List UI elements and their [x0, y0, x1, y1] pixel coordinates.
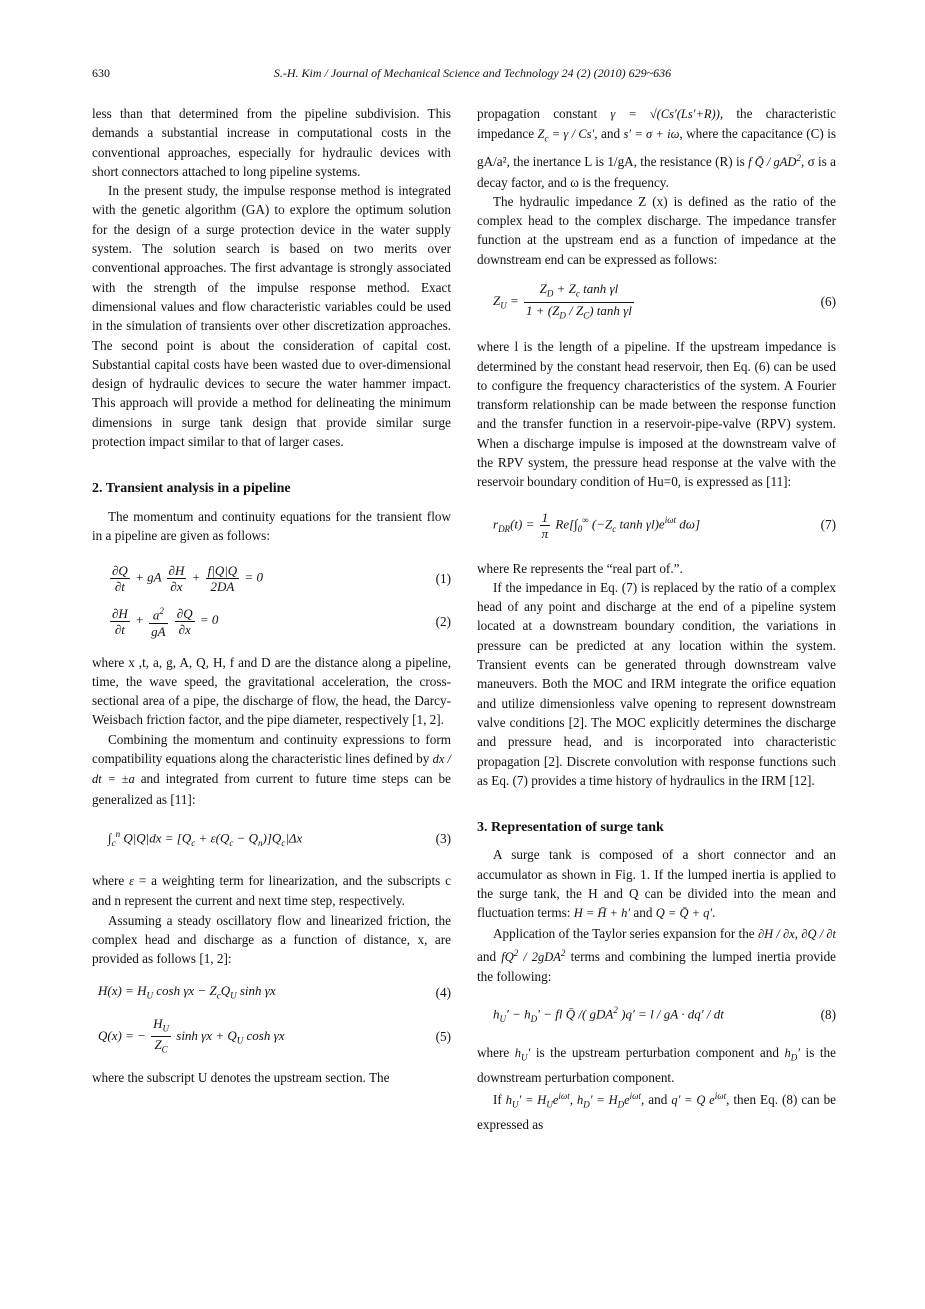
paragraph: where $h_U'$ is the upstream perturbation component and $h_D'$ is the downstream perturbation component. [477, 1044, 837, 1085]
equation-6: $Z_U$ = $\frac{Z_D + Z_c \tanh \gamma l}{1 + (Z_D / Z_C) \tanh \gamma l}$ (6) [493, 281, 836, 321]
equation-number: (8) [820, 1007, 836, 1023]
paragraph: Application of the Taylor series expansion for the ∂H / ∂x, ∂Q / ∂t and $fQ^2 / 2gDA^2$ terms and combining the lumped inertia provide the following: [477, 925, 837, 985]
paragraph: less than that determined from the pipeline subdivision. This demands a substantial increase in computational costs in the conventional approaches, especially for hydraulic devices with short connectors attached to long pipeline systems. [92, 106, 451, 179]
equation-number: (1) [435, 571, 451, 587]
paragraph: If $h_U' = H_Ue^{i\omega t}$, $h_D' = H_De^{i\omega t}$, and q′ = Q $e^{i\omega t}$, then Eq. (8) can be expressed as [477, 1091, 837, 1132]
right-column [477, 104, 836, 1134]
equation-3: $\int_c^n$ $Q|Q|dx = [Q_c + \varepsilon(Q_c - Q_n)]Q_c|\Delta x$ (3) [108, 828, 451, 848]
paragraph: In the present study, the impulse response method is integrated with the genetic algorithm (GA) to explore the optimum solution for the design of a surge protection device in the water supply system. The solution search is based on two merits over conventional approaches. The first advantage is strongly associated with the strength of the impulse response method. Exact dimensional values and flow characteristic variables could be used in the simulation of transients over other discretization approaches. The second point is about the consideration of capital cost. Substantial capital costs have been wasted due to over-dimensional design of hydraulic devices to secure the water hammer impact. This approach will provide a method for delineating the minimum dimensions in surge tank design that provide similar surge protection impact similar to that of larger cases. [92, 183, 451, 450]
paragraph: Assuming a steady oscillatory flow and linearized friction, the complex head and discharge as a function of distance, x, are provided as follows [1, 2]: [92, 912, 451, 967]
running-title: S.-H. Kim / Journal of Mechanical Science and Technology 24 (2) (2010) 629~636 [273, 66, 672, 80]
equation-5: Q(x) = − $\frac{H_U}{Z_C}$ $\sinh \gamma x + Q_U$ cosh γx (5) [98, 1015, 451, 1055]
paragraph: The hydraulic impedance Z (x) is defined as the ratio of the complex head to the complex discharge. The impedance transfer function at the upstream end as a function of impedance at the downstream end can be expressed as follows: [477, 193, 836, 267]
section-heading: 2. Transient analysis in a pipeline [92, 481, 291, 497]
equation-4: $H(x) = H_U$ $\cosh \gamma x - Z_cQ_U$ sinh γx (4) [92, 981, 451, 1006]
paragraph: propagation constant γ = √(Cs′(Ls′+R)), the characteristic impedance $Z_c = \gamma / Cs'$, and s′ = σ + iω, where the capacitance (C) is gA/a², the inertance L is 1/gA, the resistance (R) is f Q̄ / gAD$^2$, σ is a decay factor, and ω is the frequency. [477, 106, 837, 190]
equation-number: (5) [435, 1028, 451, 1044]
paragraph: where Re represents the “real part of.”. [477, 560, 683, 576]
equation-number: (7) [820, 517, 836, 533]
equation-number: (4) [435, 985, 451, 1001]
equation-number: (2) [435, 613, 451, 629]
paragraph: where x ,t, a, g, A, Q, H, f and D are the distance along a pipeline, time, the wave speed, the gravitational acceleration, the cross-sectional area of a pipe, the discharge of flow, the head, the Darcy-Weisbach friction factor, and the pipe diameter, respectively [1, 2]. [92, 654, 451, 728]
section-heading: 3. Representation of surge tank [477, 820, 664, 836]
equation-number: (6) [820, 294, 836, 310]
paragraph: A surge tank is composed of a short connector and an accumulator as shown in Fig. 1. If the lumped inertia is applied to the surge tank, the H and Q can be divided into the mean and fluctuation terms: H = H̄ + h′ and Q = Q̄ + q′. [477, 847, 836, 921]
equation-1: $\frac{\partial Q}{\partial t}$ + gA $\frac{\partial H}{\partial x}$ + $\frac{f|Q|Q}{2DA}$ = 0 (1) [112, 563, 451, 595]
equation-2: $\frac{\partial H}{\partial t}$ + $\frac{a^2}{gA}$ $\frac{\partial Q}{\partial x}$ = 0 (2) [112, 605, 451, 639]
page-number: 630 [92, 66, 110, 80]
paragraph: where l is the length of a pipeline. If the upstream impedance is determined by the constant head reservoir, then Eq. (6) can be used to configure the frequency characteristics of the system. A Fourier transform relationship can be made between the response function and the transfer function in a reservoir-pipe-valve (RPV) system. When a discharge impulse is imposed at the downstream valve of the RPV system, the pressure head response at the valve with the reservoir boundary condition of Hu=0, is expressed as [11]: [477, 339, 836, 490]
paragraph: Combining the momentum and continuity expressions to form compatibility equations along the characteristic lines defined by dx / dt = ±a and integrated from current to future time steps can be generalized as [11]: [92, 731, 452, 807]
paragraph: where the subscript U denotes the upstream section. The [92, 1069, 390, 1085]
equation-number: (3) [435, 831, 451, 847]
paragraph: where ε = a weighting term for linearization, and the subscripts c and n represent the current and next time step, respectively. [92, 873, 452, 909]
paragraph: The momentum and continuity equations for the transient flow in a pipeline are given as follows: [92, 508, 451, 543]
paragraph: If the impedance in Eq. (7) is replaced by the ratio of a complex head of any point and discharge at the end of a pipeline system located at a downstream boundary condition, the variations in pressure can be predicted at any location within the system. Transient events can be generated through downstream valve maneuvers. Both the MOC and IRM integrate the orifice equation and utilize dimensionless valve opening to represent downstream valve conditions [2]. The MOC explicitly determines the discharge and pressure head, and is incorporated into characteristic propagation [2]. Discrete convolution with response functions such as Eq. (7) provides a time history of hydraulics in the IRM [12]. [477, 579, 836, 788]
equation-8: $h_U' - h_D'$ − fl Q̄ /( gDA$^2$ )q′ = l / gA · dq′ / dt (8) [493, 1004, 836, 1024]
left-column [92, 104, 451, 1087]
equation-7: $r_{DR}(t)$ = $\frac{1}{\pi}$ $Re[\int_0^\infty$ ($-Z_c$ $\tanh \gamma l)e^{i\omega t}$ dω] (7) [493, 509, 836, 541]
